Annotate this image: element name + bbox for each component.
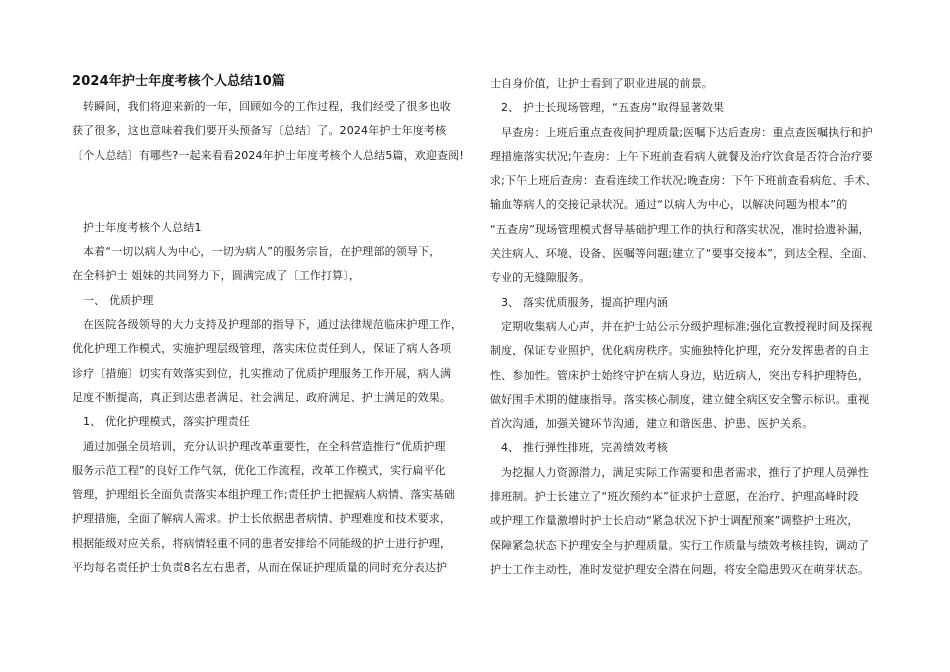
paragraph-line: 士自身价值，让护士看到了职业进展的前景。: [490, 77, 713, 90]
paragraph-line: 优化护理工作模式，实施护理层级管理，落实床位责任到人，保证了病人各项: [72, 342, 452, 356]
paragraph-line: 首次沟通，加强关键环节沟通，建立和谐医患、护患、医护关系。: [490, 417, 814, 431]
paragraph-line: 在全科护士 姐妹的共同努力下，圆满完成了〔工作打算〕，: [72, 269, 361, 283]
subsection-heading: 4、 推行弹性排班，完善绩效考核: [501, 441, 668, 455]
paragraph-line: 服务示范工程”的良好工作气氛，优化工作流程，改革工作模式，实行扁平化: [72, 463, 446, 477]
paragraph-line: 根据能级对应关系，将病情轻重不同的患者安排给不同能级的护士进行护理，: [72, 536, 452, 550]
paragraph-line: 足度不断提高，真正到达患者满足、社会满足、政府满足、护士满足的效果。: [72, 390, 452, 404]
paragraph-line: 关注病人、环境、设备、医嘱等问题;建立了“要事交接本”，到达全程、全面、: [490, 247, 874, 261]
paragraph-line: 早查房：上班后重点查夜间护理质量;医嘱下达后查房：重点查医嘱执行和护: [501, 125, 873, 139]
paragraph-line: 定期收集病人心声，并在护士站公示分级护理标准;强化宣教授视时间及探视: [501, 319, 873, 333]
paragraph-line: 通过加强全员培训，充分认识护理改革重要性，在全科营造推行“优质护理: [83, 439, 446, 453]
paragraph-line: 管理，护理组长全面负责落实本组护理工作;责任护士把握病人病情、落实基础: [72, 488, 455, 502]
subsection-heading: 3、 落实优质服务，提高护理内涵: [501, 295, 668, 309]
paragraph-line: 输血等病人的交接记录状况。通过“以病人为中心，以解决问题为根本”的: [490, 198, 848, 212]
paragraph-line: 为挖掘人力资源潜力，满足实际工作需要和患者需求，推行了护理人员弹性: [501, 465, 869, 479]
paragraph-line: 〔个人总结〕有哪些?一起来看看2024年护士年度考核个人总结5篇，欢迎查阅!: [72, 148, 464, 162]
right-column: [490, 72, 882, 582]
paragraph-line: 性、参加性。管床护士始终守护在病人身边，贴近病人，突出专科护理特色，: [490, 368, 870, 382]
paragraph-line: 专业的无缝隙服务。: [490, 271, 591, 285]
left-column: [72, 70, 464, 580]
section-heading: 一、 优质护理: [83, 293, 154, 307]
spacer: [72, 168, 464, 216]
paragraph-line: 保障紧急状态下护理安全与护理质量。实行工作质量与绩效考核挂钩，调动了: [490, 538, 870, 552]
paragraph-line: 获了很多，这也意味着我们要开头预备写〔总结〕了。2024年护士年度考核: [72, 124, 447, 138]
paragraph-line: 制度，保证专业照护，优化病房秩序。实施独特化护理，充分发挥患者的自主: [490, 344, 870, 358]
section-heading: 护士年度考核个人总结1: [83, 220, 202, 234]
paragraph-line: 平均每名责任护士负责8名左右患者，从而在保证护理质量的同时充分表达护: [72, 561, 448, 575]
paragraph-line: 护理措施，全面了解病人需求。护士长依据患者病情、护理难度和技术要求，: [72, 512, 452, 526]
document-title: 2024年护士年度考核个人总结10篇: [72, 74, 285, 89]
paragraph-line: 做好围手术期的健康指导。落实核心制度，建立健全病区安全警示标识。重视: [490, 392, 870, 406]
paragraph-line: 转瞬间，我们将迎来新的一年，回顾如今的工作过程，我们经受了很多也收: [83, 100, 451, 113]
subsection-heading: 1、 优化护理模式，落实护理责任: [83, 415, 250, 429]
paragraph-line: 在医院各级领导的大力支持及护理部的指导下，通过法律规范临床护理工作，: [83, 318, 463, 332]
paragraph-line: 护士工作主动性，准时发觉护理安全潜在问题，将安全隐患毁灭在萌芽状态。: [490, 562, 870, 576]
paragraph-line: 求;下午上班后查房：查看连续工作状况;晚查房：下午下班前查看病危、手术、: [490, 174, 877, 188]
paragraph-line: 本着“一切以病人为中心，一切为病人”的服务宗旨，在护理部的领导下，: [83, 245, 441, 259]
subsection-heading: 2、 护士长现场管理，“五查房”取得显著效果: [501, 101, 725, 115]
paragraph-line: 或护理工作量激增时护士长启动“紧急状况下护士调配预案”调整护士班次，: [490, 514, 859, 528]
paragraph-line: 理措施落实状况;午查房：上午下班前查看病人就餐及治疗饮食是否符合治疗要: [490, 149, 873, 163]
paragraph-line: 排班制。护士长建立了“班次预约本”征求护士意愿，在治疗、护理高峰时段: [490, 490, 859, 504]
paragraph-line: “五查房”现场管理模式督导基础护理工作的执行和落实状况，准时拾遗补漏，: [490, 222, 870, 236]
paragraph-line: 诊疗〔措施〕切实有效落实到位，扎实推动了优质护理服务工作开展，病人满: [72, 366, 452, 380]
